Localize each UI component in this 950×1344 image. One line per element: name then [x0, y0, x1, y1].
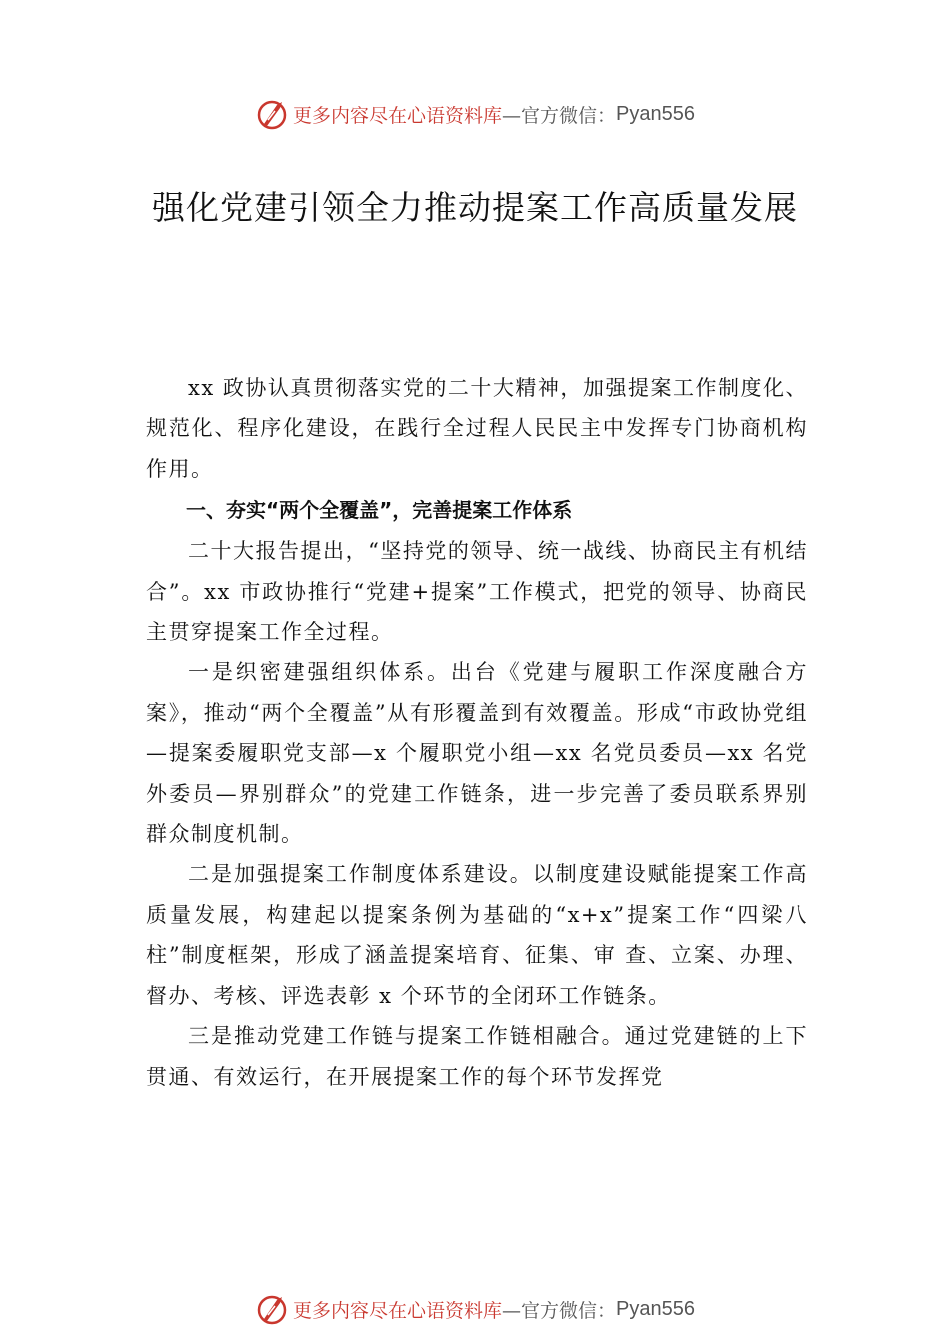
document-title: 强化党建引领全力推动提案工作高质量发展 — [152, 188, 798, 227]
document-body — [146, 368, 808, 1097]
quill-pen-logo-icon — [255, 1292, 289, 1326]
watermark-wechat-id: Pyan556 — [616, 1297, 695, 1320]
watermark-wechat-label: —官方微信： — [502, 104, 617, 127]
body-paragraph: 二是加强提案工作制度体系建设。以制度建设赋能提案工作高质量发展，构建起以提案条例为基础的“x+x”提案工作“四梁八柱”制度框架，形成了涵盖提案培育、征集、审 查、立案、办理、督办、考核、评选表彰 x 个环节的全闭环工作链条。 — [146, 862, 808, 1008]
header-watermark — [0, 94, 950, 134]
body-paragraph: 一是织密建强组织体系。出台《党建与履职工作深度融合方案》，推动“两个全覆盖”从有形覆盖到有效覆盖。形成“市政协党组—提案委履职党支部—x 个履职党小组—xx 名党员委员—xx 名党外委员—界别群众”的党建工作链条，进一步完善了委员联系界别群众制度机制。 — [146, 660, 808, 847]
quill-pen-logo-icon — [255, 97, 289, 131]
body-paragraph: 三是推动党建工作链与提案工作链相融合。通过党建链的上下贯通、有效运行，在开展提案工作的每个环节发挥党 — [146, 1024, 808, 1089]
body-paragraph: 二十大报告提出，“坚持党的领导、统一战线、协商民主有机结合”。xx 市政协推行“党建+提案”工作模式，把党的领导、协商民主贯穿提案工作全过程。 — [146, 539, 808, 645]
intro-paragraph: xx 政协认真贯彻落实党的二十大精神，加强提案工作制度化、规范化、程序化建设，在践行全过程人民民主中发挥专门协商机构作用。 — [146, 376, 808, 481]
watermark-site-name: 更多内容尽在心语资料库 — [293, 1299, 503, 1322]
watermark-site-name: 更多内容尽在心语资料库 — [293, 104, 503, 127]
section-heading-1: 一、夯实“两个全覆盖”，完善提案工作体系 — [186, 498, 573, 523]
watermark-wechat-label: —官方微信： — [502, 1299, 617, 1322]
footer-watermark — [0, 1289, 950, 1329]
watermark-wechat-id: Pyan556 — [616, 102, 695, 125]
